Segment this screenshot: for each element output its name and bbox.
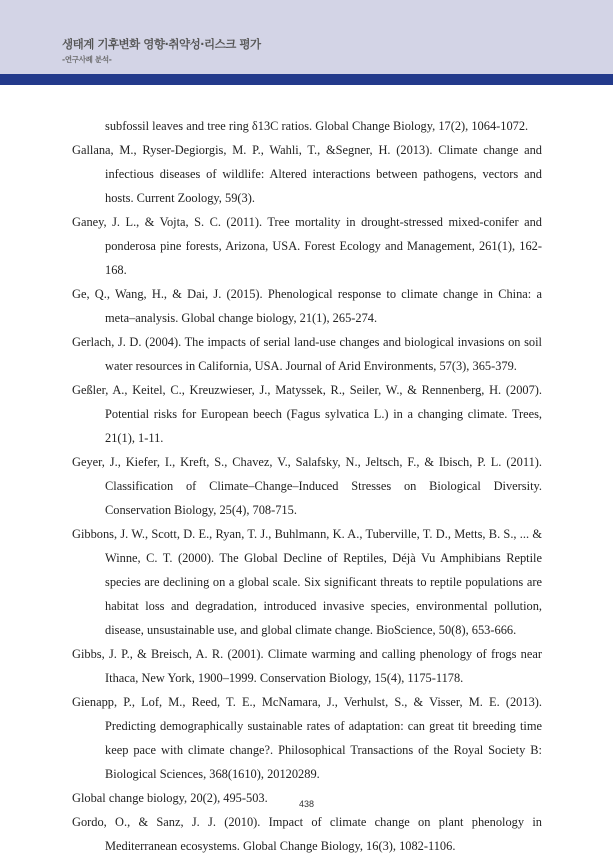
reference-entry: Ge, Q., Wang, H., & Dai, J. (2015). Phenological response to climate change in China: a meta–analysis. Global change biology, 21(1), 265-274. xyxy=(72,287,542,325)
reference-entry: Gallana, M., Ryser-Degiorgis, M. P., Wahli, T., &Segner, H. (2013). Climate change and infectious diseases of wildlife: Altered interactions between pathogens, vectors and hosts. Current Zoology, 59(3). xyxy=(72,143,542,205)
header-divider-bar xyxy=(0,74,613,85)
running-header xyxy=(0,0,613,74)
reference-entry: Gibbons, J. W., Scott, D. E., Ryan, T. J., Buhlmann, K. A., Tuberville, T. D., Metts, B. S., ... & Winne, C. T. (2000). The Global Decline of Reptiles, Déjà Vu Amphibians Reptile species are declining on a global scale. Six significant threats to reptile populations are habitat loss and degradation, introduced invasive species, environmental pollution, disease, unsustainable use, and global climate change. BioScience, 50(8), 653-666. xyxy=(72,527,542,637)
reference-entry: Gienapp, P., Lof, M., Reed, T. E., McNamara, J., Verhulst, S., & Visser, M. E. (2013). Predicting demographically sustainable rates of adaptation: can great tit breeding time keep pace with climate change?. Philosophical Transactions of the Royal Society B: Biological Sciences, 368(1610), 20120289. xyxy=(72,695,542,781)
book-subtitle: -연구사례 분석- xyxy=(62,55,112,64)
reference-entry: Gordo, O., & Sanz, J. J. (2010). Impact of climate change on plant phenology in Mediterranean ecosystems. Global Change Biology, 16(3), 1082-1106. xyxy=(72,815,542,853)
book-title: 생태계 기후변화 영향·취약성·리스크 평가 xyxy=(62,37,261,51)
reference-entry: Geßler, A., Keitel, C., Kreuzwieser, J., Matyssek, R., Seiler, W., & Rennenberg, H. (2007). Potential risks for European beech (Fagus sylvatica L.) in a changing climate. Trees, 21(1), 1-11. xyxy=(72,383,542,445)
reference-entry: subfossil leaves and tree ring δ13C ratios. Global Change Biology, 17(2), 1064-1072. xyxy=(105,119,529,133)
reference-entry: Gibbs, J. P., & Breisch, A. R. (2001). Climate warming and calling phenology of frogs near Ithaca, New York, 1900–1999. Conservation Biology, 15(4), 1175-1178. xyxy=(72,647,542,685)
reference-entry: Gerlach, J. D. (2004). The impacts of serial land-use changes and biological invasions on soil water resources in California, USA. Journal of Arid Environments, 57(3), 365-379. xyxy=(72,335,542,373)
reference-list xyxy=(72,114,542,858)
reference-entry: Ganey, J. L., & Vojta, S. C. (2011). Tree mortality in drought-stressed mixed-conifer and ponderosa pine forests, Arizona, USA. Forest Ecology and Management, 261(1), 162-168. xyxy=(72,215,542,277)
reference-entry: Global change biology, 20(2), 495-503. xyxy=(72,791,268,805)
page-number: 438 xyxy=(298,799,315,809)
reference-entry: Geyer, J., Kiefer, I., Kreft, S., Chavez, V., Salafsky, N., Jeltsch, F., & Ibisch, P. L. (2011). Classification of Climate–Change–Induced Stresses on Biological Diversity. Conservation Biology, 25(4), 708-715. xyxy=(72,455,542,517)
